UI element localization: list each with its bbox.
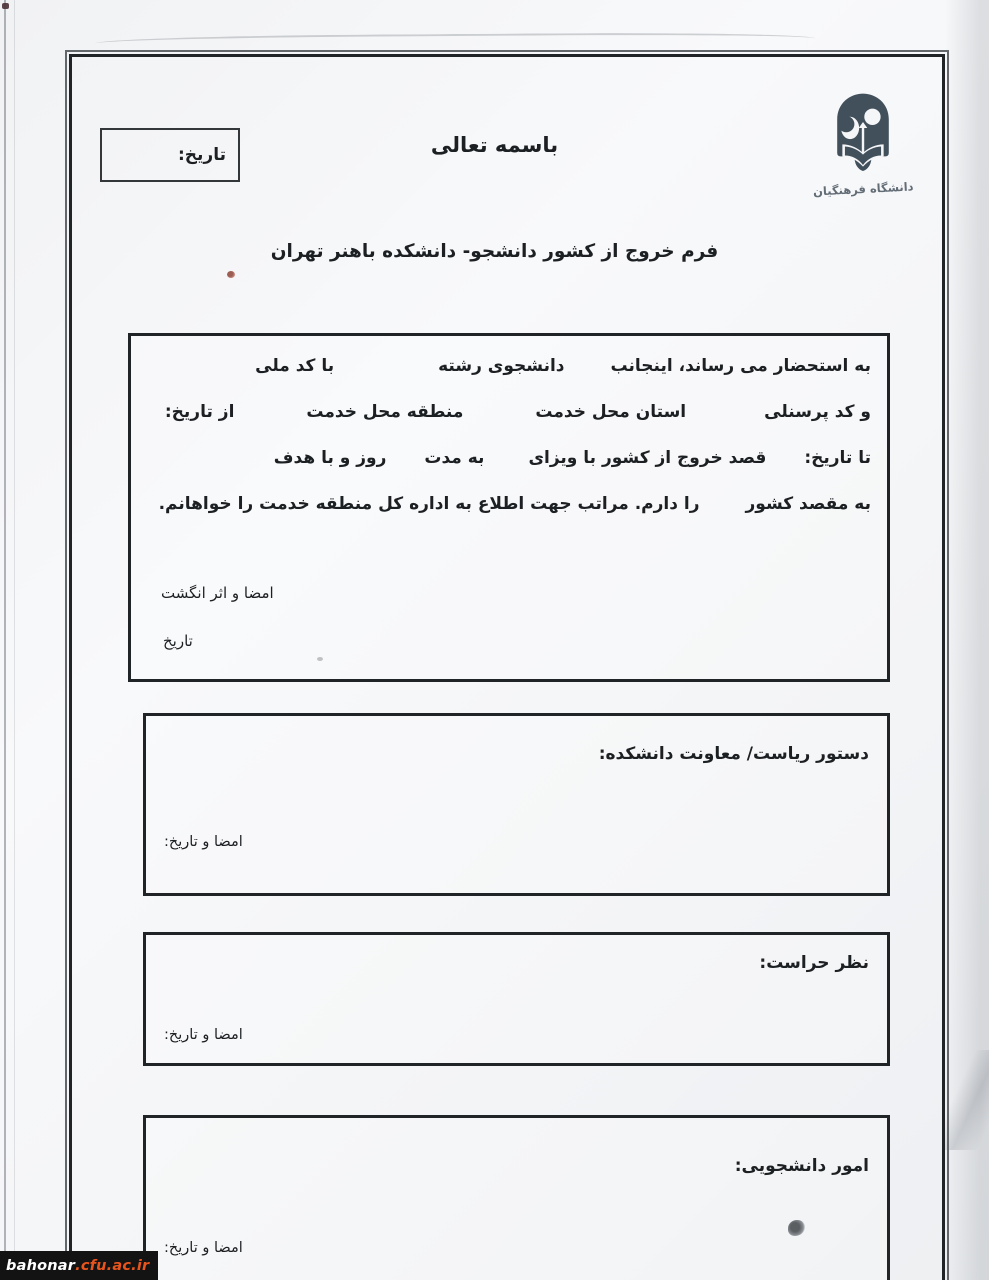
declaration-box bbox=[128, 333, 890, 682]
label-service-district: منطقه محل خدمت bbox=[306, 402, 464, 422]
website-watermark bbox=[0, 1251, 158, 1280]
declaration-row-4 bbox=[147, 494, 871, 514]
label-addressee: به استحضار می رساند، اینجانب bbox=[610, 356, 871, 376]
watermark-site-name: bahonar bbox=[6, 1257, 76, 1274]
label-to-date: تا تاریخ: bbox=[804, 448, 871, 468]
signature-date-label: امضا و تاریخ: bbox=[164, 1027, 243, 1043]
label-for-duration: به مدت bbox=[424, 448, 485, 468]
label-exit-intent-visa: قصد خروج از کشور با ویزای bbox=[528, 448, 767, 468]
signature-fingerprint-label: امضا و اثر انگشت bbox=[161, 584, 274, 602]
label-destination-country: به مقصد کشور bbox=[745, 494, 871, 514]
paper-edge-line bbox=[14, 0, 15, 1280]
paper-edge-line bbox=[4, 0, 6, 1280]
fill-in-blank bbox=[766, 458, 804, 459]
section-security-title: نظر حراست: bbox=[759, 953, 869, 973]
label-student-of-field: دانشجوی رشته bbox=[438, 356, 565, 376]
label-personnel-code: و کد پرسنلی bbox=[764, 402, 871, 422]
fill-in-blank bbox=[234, 412, 306, 413]
signature-date-label: امضا و تاریخ: bbox=[164, 1240, 243, 1256]
fill-in-blank bbox=[565, 366, 611, 367]
label-service-province: استان محل خدمت bbox=[535, 402, 687, 422]
date-field-label: تاریخ: bbox=[178, 145, 226, 165]
label-days-and-purpose: روز و با هدف bbox=[273, 448, 387, 468]
bismillah-heading: باسمه تعالی bbox=[430, 133, 559, 157]
fill-in-blank bbox=[484, 458, 528, 459]
university-logo-caption: دانشگاه فرهنگیان bbox=[812, 179, 914, 199]
signature-date-label: امضا و تاریخ: bbox=[164, 834, 243, 850]
section-student-affairs-title: امور دانشجویی: bbox=[734, 1156, 869, 1176]
fill-in-blank bbox=[463, 412, 535, 413]
form-title: فرم خروج از کشور دانشجو- دانشکده باهنر تهران bbox=[270, 241, 719, 262]
section-dean-order-title: دستور ریاست/ معاونت دانشکده: bbox=[598, 744, 869, 764]
section-dean-order-box bbox=[143, 713, 890, 896]
university-logo bbox=[805, 90, 921, 197]
declaration-row-1 bbox=[147, 356, 871, 376]
watermark-site-domain: .cfu.ac.ir bbox=[75, 1257, 150, 1274]
fill-in-blank bbox=[686, 412, 764, 413]
section-security-box bbox=[143, 932, 890, 1066]
declaration-row-2 bbox=[147, 402, 871, 422]
label-national-id: با کد ملی bbox=[255, 356, 335, 376]
fill-in-blank bbox=[700, 504, 746, 505]
paper-fold-shadow bbox=[943, 1050, 989, 1150]
fill-in-blank bbox=[334, 366, 438, 367]
fill-in-blank bbox=[386, 458, 424, 459]
label-from-date: از تاریخ: bbox=[164, 402, 235, 422]
date-label: تاریخ bbox=[163, 632, 193, 650]
declaration-row-3 bbox=[147, 448, 871, 468]
section-student-affairs-box bbox=[143, 1115, 890, 1280]
scan-speck bbox=[2, 3, 9, 9]
paper-crease bbox=[95, 31, 815, 50]
label-request-statement: را دارم. مراتب جهت اطلاع به اداره کل منطقه خدمت را خواهانم. bbox=[158, 494, 700, 514]
university-logo-icon bbox=[820, 90, 906, 178]
